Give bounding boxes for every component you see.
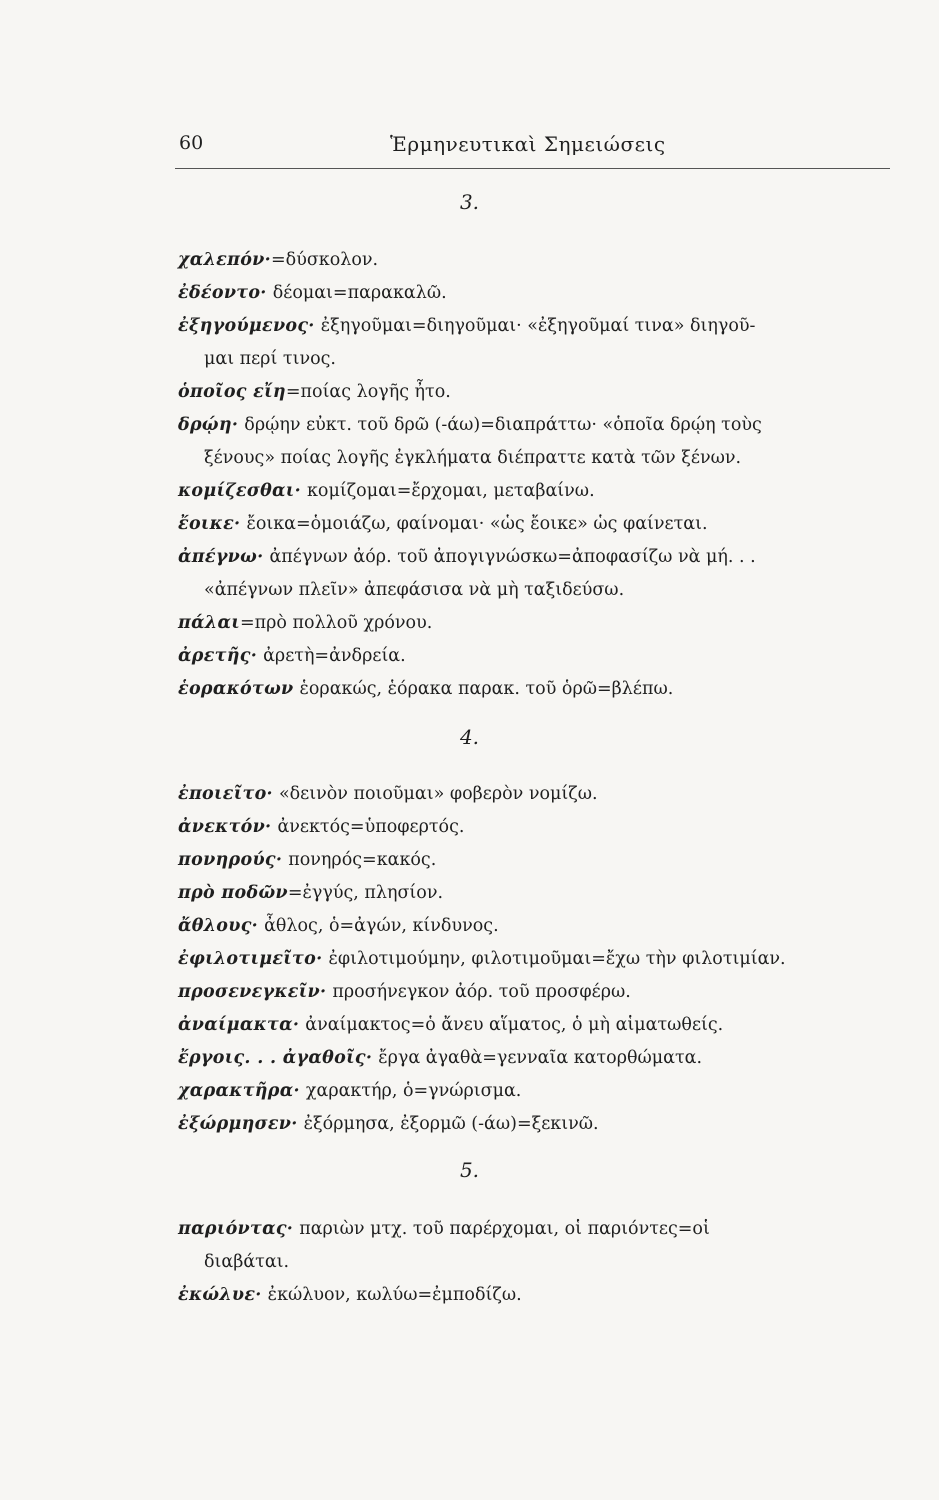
glossary-entry: [178, 844, 890, 877]
glossary-entry: [178, 943, 890, 976]
entry-gloss: ἐξόρμησα, ἐξορμῶ (-άω)=ξεκινῶ.: [303, 1114, 599, 1134]
entry-lemma: παριόντας·: [178, 1219, 294, 1239]
entry-continuation: μαι περί τινος.: [204, 349, 336, 369]
glossary-entry: [178, 277, 890, 310]
entry-lemma: ἔργοις. . . ἀγαθοῖς·: [178, 1048, 373, 1068]
glossary-entry: [178, 673, 890, 706]
entry-lemma: πάλαι: [178, 613, 240, 633]
entry-continuation: διαβάται.: [204, 1252, 290, 1272]
entry-lemma: ὁποῖος εἴη: [178, 382, 286, 402]
entry-lemma: ἀνεκτόν·: [178, 817, 272, 837]
glossary-entry: [178, 1042, 890, 1075]
entry-lemma: χαλεπόν·: [178, 250, 272, 270]
glossary-entry: [178, 409, 890, 442]
section-heading-5: 5.: [459, 1158, 480, 1182]
entry-lemma: ἑορακότων: [178, 679, 294, 699]
entry-gloss: ἀρετὴ=ἀνδρεία.: [263, 646, 406, 666]
entry-lemma: ἐδέοντο·: [178, 283, 267, 303]
glossary-entry: [178, 1279, 890, 1312]
entry-lemma: ἀρετῆς·: [178, 646, 258, 666]
entry-gloss: ἐφιλοτιμούμην, φιλοτιμοῦμαι=ἔχω τὴν φιλοτιμίαν.: [328, 949, 786, 969]
entry-gloss: πονηρός=κακός.: [288, 850, 437, 870]
entry-gloss: =πρὸ πολλοῦ χρόνου.: [239, 613, 433, 633]
entry-gloss: ἀναίμακτος=ὁ ἄνευ αἵματος, ὁ μὴ αἱματωθείς.: [305, 1015, 724, 1035]
entry-lemma: ἐξώρμησεν·: [178, 1114, 298, 1134]
glossary-entry: [178, 376, 890, 409]
entry-gloss: =ποίας λογῆς ἦτο.: [285, 382, 451, 402]
glossary-entry: [178, 778, 890, 811]
glossary-entry: [178, 607, 890, 640]
entry-gloss: παριὼν μτχ. τοῦ παρέρχομαι, οἱ παριόντες=οἱ: [299, 1219, 710, 1239]
glossary-entry: [178, 877, 890, 910]
entry-lemma: χαρακτῆρα·: [178, 1081, 300, 1101]
glossary-entry: [178, 640, 890, 673]
entry-gloss: ἀπέγνων ἀόρ. τοῦ ἀπογιγνώσκω=ἀποφασίζω νὰ μή. . .: [269, 547, 756, 567]
entry-gloss: ἐκώλυον, κωλύω=ἐμποδίζω.: [267, 1285, 522, 1305]
entry-gloss: δέομαι=παρακαλῶ.: [272, 283, 447, 303]
page-header: [175, 128, 890, 169]
entry-lemma: κομίζεσθαι·: [178, 481, 301, 501]
entry-lemma: προσενεγκεῖν·: [178, 982, 327, 1002]
glossary-entry: [178, 1009, 890, 1042]
entry-lemma: πονηρούς·: [178, 850, 283, 870]
entry-gloss: ἑορακώς, ἑόρακα παρακ. τοῦ ὁρῶ=βλέπω.: [299, 679, 674, 699]
section-heading-4: 4.: [459, 725, 480, 749]
entry-lemma: πρὸ ποδῶν: [178, 883, 288, 903]
entry-lemma: ἀναίμακτα·: [178, 1015, 300, 1035]
glossary-entry: [178, 1213, 890, 1246]
entry-gloss: ἔοικα=ὁμοιάζω, φαίνομαι· «ὡς ἔοικε» ὡς φαίνεται.: [246, 514, 708, 534]
glossary-entry: [178, 475, 890, 508]
glossary-entry: [178, 541, 890, 574]
entry-lemma: ἔοικε·: [178, 514, 241, 534]
section-heading-3: 3.: [459, 190, 480, 214]
page-number: 60: [179, 132, 204, 154]
entry-gloss: ἀνεκτός=ὑποφερτός.: [277, 817, 465, 837]
entry-gloss: ἐξηγοῦμαι=διηγοῦμαι· «ἐξηγοῦμαί τινα» διηγοῦ-: [320, 316, 756, 336]
entry-lemma: ἀπέγνω·: [178, 547, 264, 567]
glossary-entry: [178, 811, 890, 844]
entry-lemma: ἐκώλυε·: [178, 1285, 262, 1305]
entry-gloss: προσήνεγκον ἀόρ. τοῦ προσφέρω.: [332, 982, 631, 1002]
glossary-entry: [178, 310, 890, 343]
entry-lemma: ἐποιεῖτο·: [178, 784, 273, 804]
entry-lemma: δρῴη·: [178, 415, 239, 435]
entry-gloss: =ἐγγύς, πλησίον.: [287, 883, 444, 903]
entry-gloss: ἔργα ἀγαθὰ=γενναῖα κατορθώματα.: [378, 1048, 703, 1068]
entry-continuation: ξένους» ποίας λογῆς ἐγκλήματα διέπραττε κατὰ τῶν ξένων.: [204, 448, 742, 468]
entry-lemma: ἐξηγούμενος·: [178, 316, 315, 336]
entry-lemma: ἄθλους·: [178, 916, 259, 936]
entry-gloss: χαρακτήρ, ὁ=γνώρισμα.: [305, 1081, 522, 1101]
running-title: Ἑρμηνευτικαὶ Σημειώσεις: [390, 132, 666, 156]
entry-gloss: ἆθλος, ὁ=ἀγών, κίνδυνος.: [264, 916, 499, 936]
entry-gloss: κομίζομαι=ἔρχομαι, μεταβαίνω.: [306, 481, 595, 501]
entry-gloss: δρῴην εὐκτ. τοῦ δρῶ (-άω)=διαπράττω· «ὁποῖα δρῴη τοὺς: [244, 415, 762, 435]
glossary-entry: [178, 1075, 890, 1108]
glossary-entry: [178, 1108, 890, 1141]
glossary-entry: [178, 976, 890, 1009]
glossary-entry: [178, 244, 890, 277]
glossary-entry: [178, 508, 890, 541]
entry-continuation: «ἀπέγνων πλεῖν» ἀπεφάσισα νὰ μὴ ταξιδεύσω.: [204, 580, 625, 600]
entry-lemma: ἐφιλοτιμεῖτο·: [178, 949, 323, 969]
glossary-entry: [178, 910, 890, 943]
entry-gloss: =δύσκολον.: [271, 250, 379, 270]
entry-gloss: «δεινὸν ποιοῦμαι» φοβερὸν νομίζω.: [278, 784, 598, 804]
